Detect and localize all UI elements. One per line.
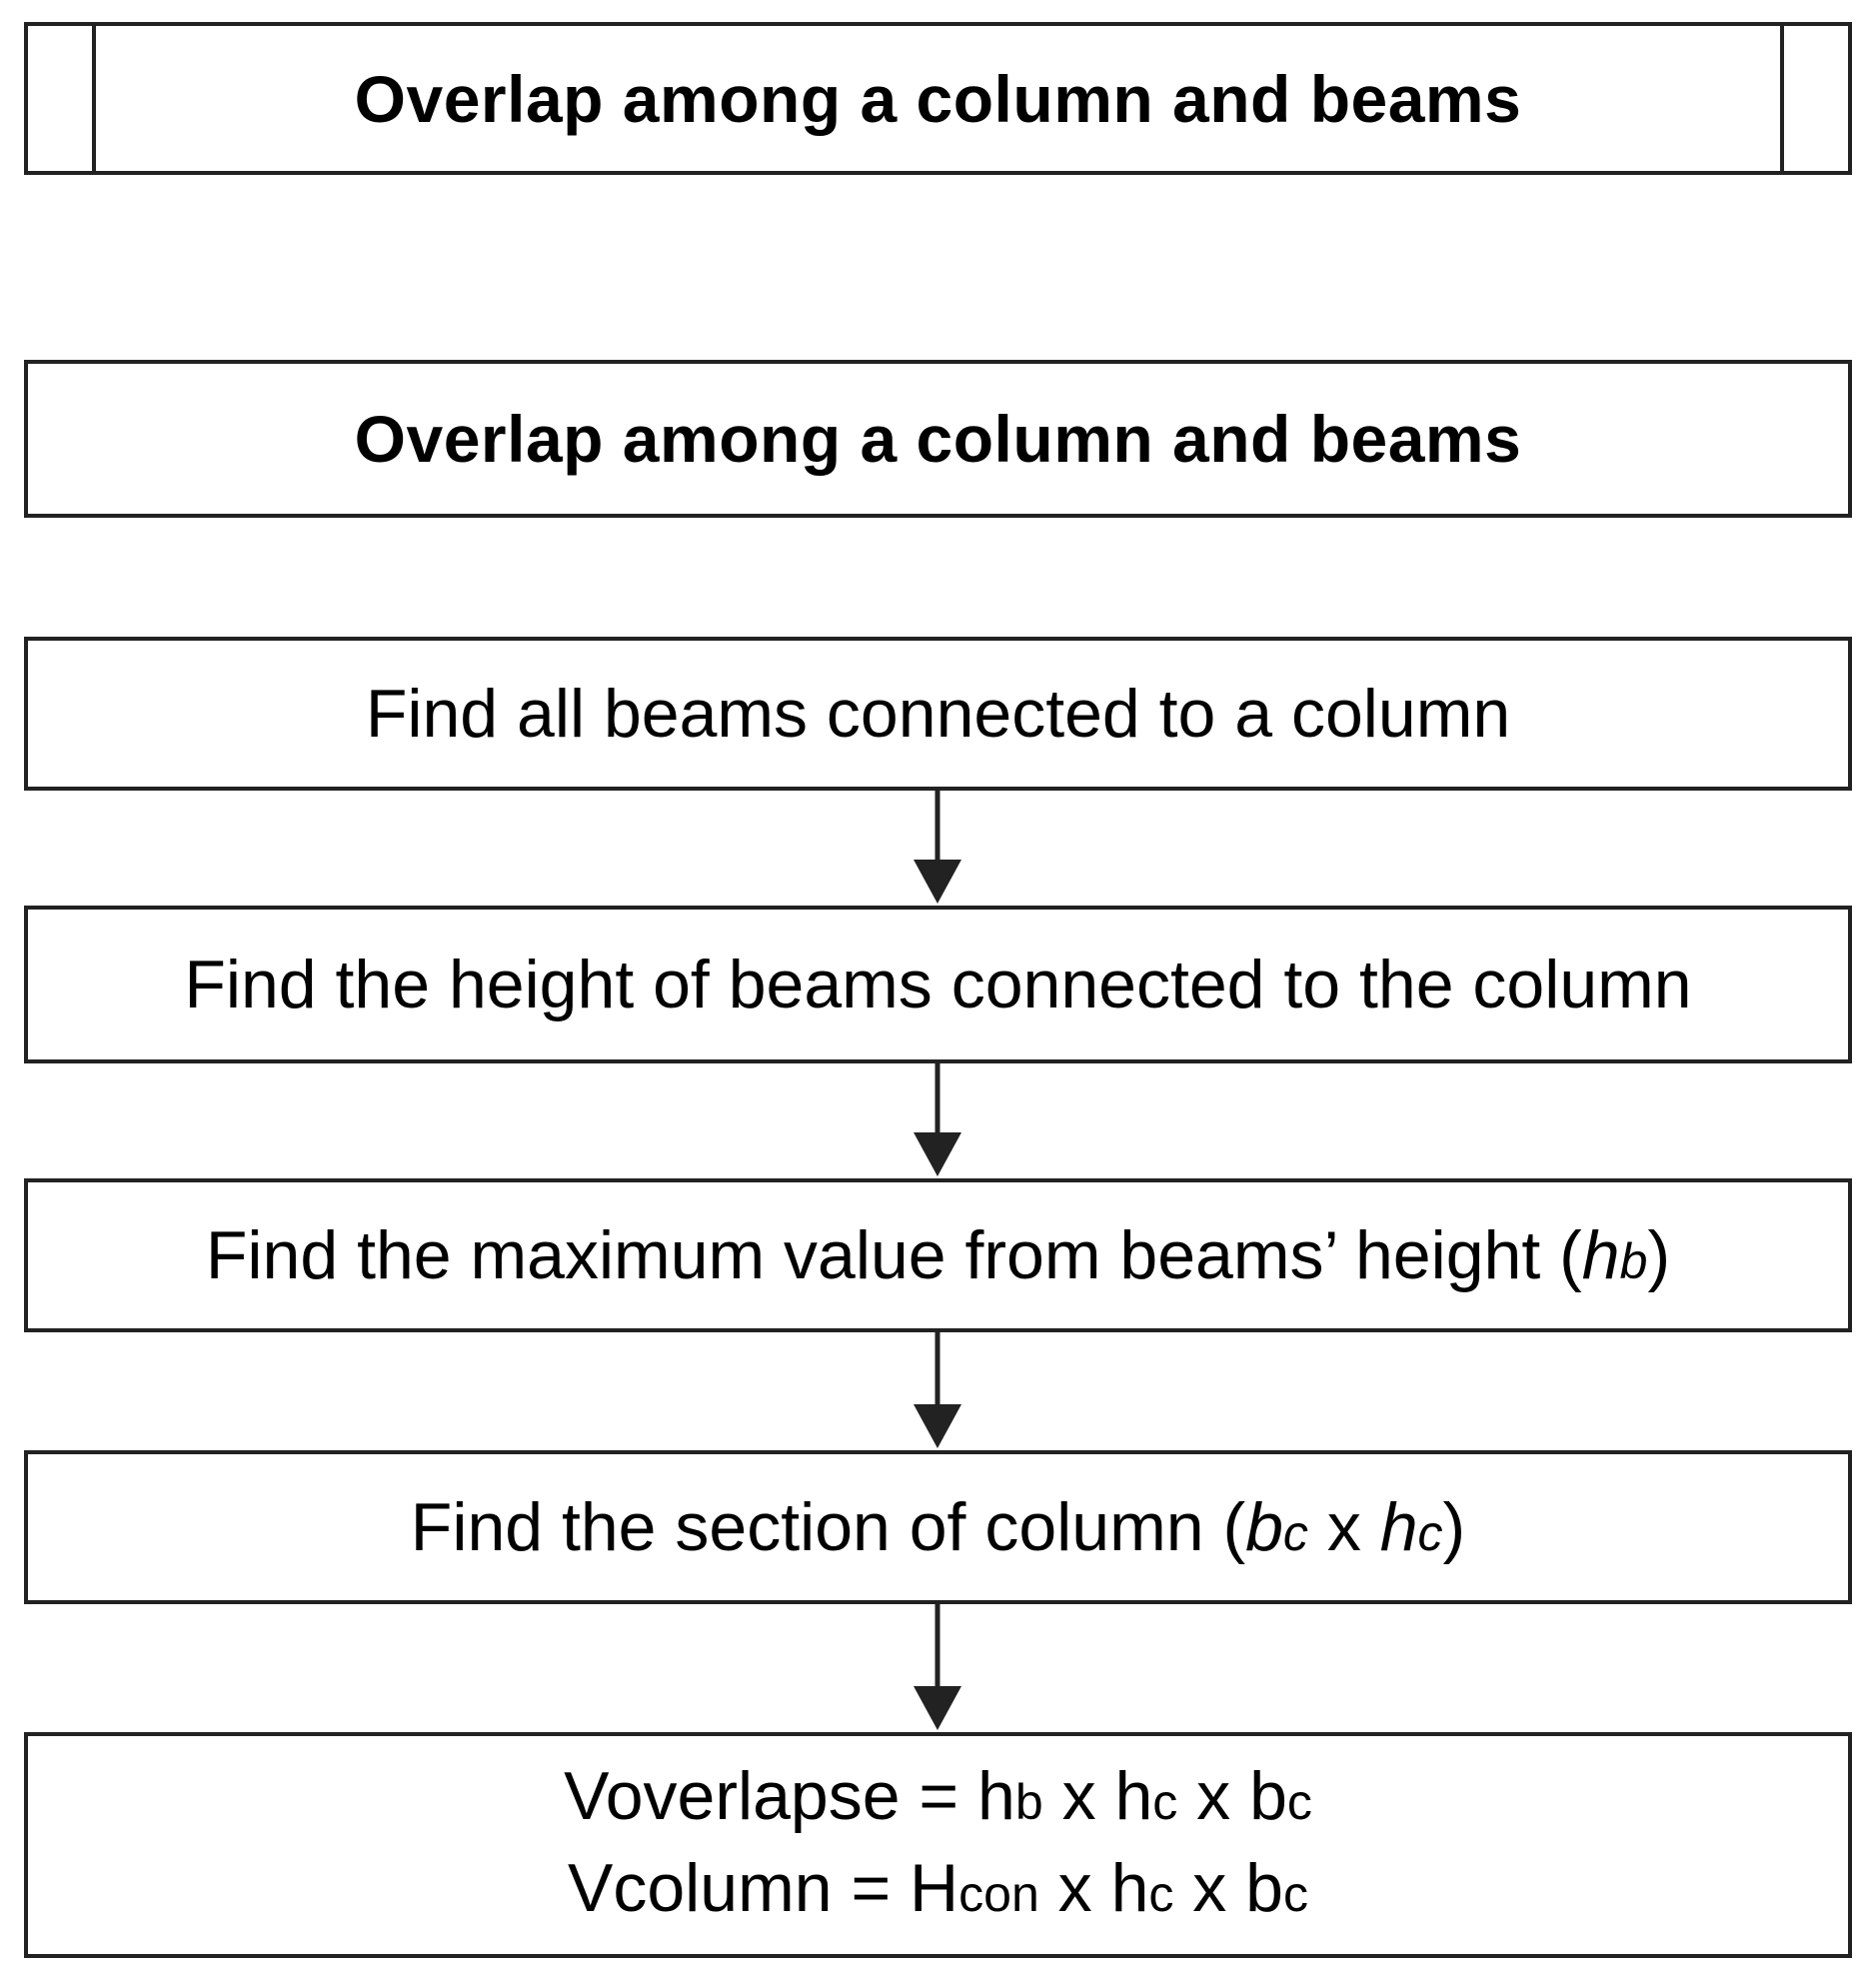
sub-c: c: [1283, 1866, 1308, 1922]
times-h: x h: [1042, 1758, 1153, 1834]
times-sign: x: [1307, 1489, 1380, 1565]
sub-c: c: [1148, 1866, 1174, 1922]
sub-b: b: [1619, 1233, 1648, 1289]
times-h: x h: [1038, 1850, 1149, 1926]
step-find-beams-text: Find all beams connected to a column: [365, 676, 1511, 752]
close-paren: ): [1647, 1217, 1671, 1293]
var-h: h: [1379, 1489, 1418, 1565]
times-b: x b: [1177, 1758, 1287, 1834]
arrow-step1-to-step2: [914, 791, 961, 904]
sub-c: c: [1286, 1774, 1312, 1830]
sub-c-1: c: [1282, 1505, 1308, 1561]
arrow-step2-to-step3: [914, 1063, 961, 1176]
close-paren: ): [1442, 1489, 1466, 1565]
formula-column-lhs: Vcolumn = H: [567, 1850, 959, 1926]
sub-c-2: c: [1417, 1505, 1443, 1561]
step-max-height-label: Find the maximum value from beams’ height (: [205, 1217, 1582, 1293]
sub-c: c: [1152, 1774, 1178, 1830]
arrow-step4-to-formula: [914, 1604, 961, 1730]
var-b: b: [1245, 1489, 1283, 1565]
header-title: Overlap among a column and beams: [354, 61, 1522, 136]
arrow-step3-to-step4: [914, 1332, 961, 1448]
step-find-height-text: Find the height of beams connected to the column: [184, 947, 1692, 1022]
sub-con: con: [958, 1866, 1039, 1922]
process-title: Overlap among a column and beams: [354, 402, 1522, 476]
step-column-section-label: Find the section of column (: [410, 1489, 1246, 1565]
var-h: h: [1581, 1217, 1620, 1293]
formula-overlap-lhs: Voverlapse = h: [564, 1758, 1015, 1834]
sub-b: b: [1014, 1774, 1043, 1830]
times-b: x b: [1173, 1850, 1283, 1926]
